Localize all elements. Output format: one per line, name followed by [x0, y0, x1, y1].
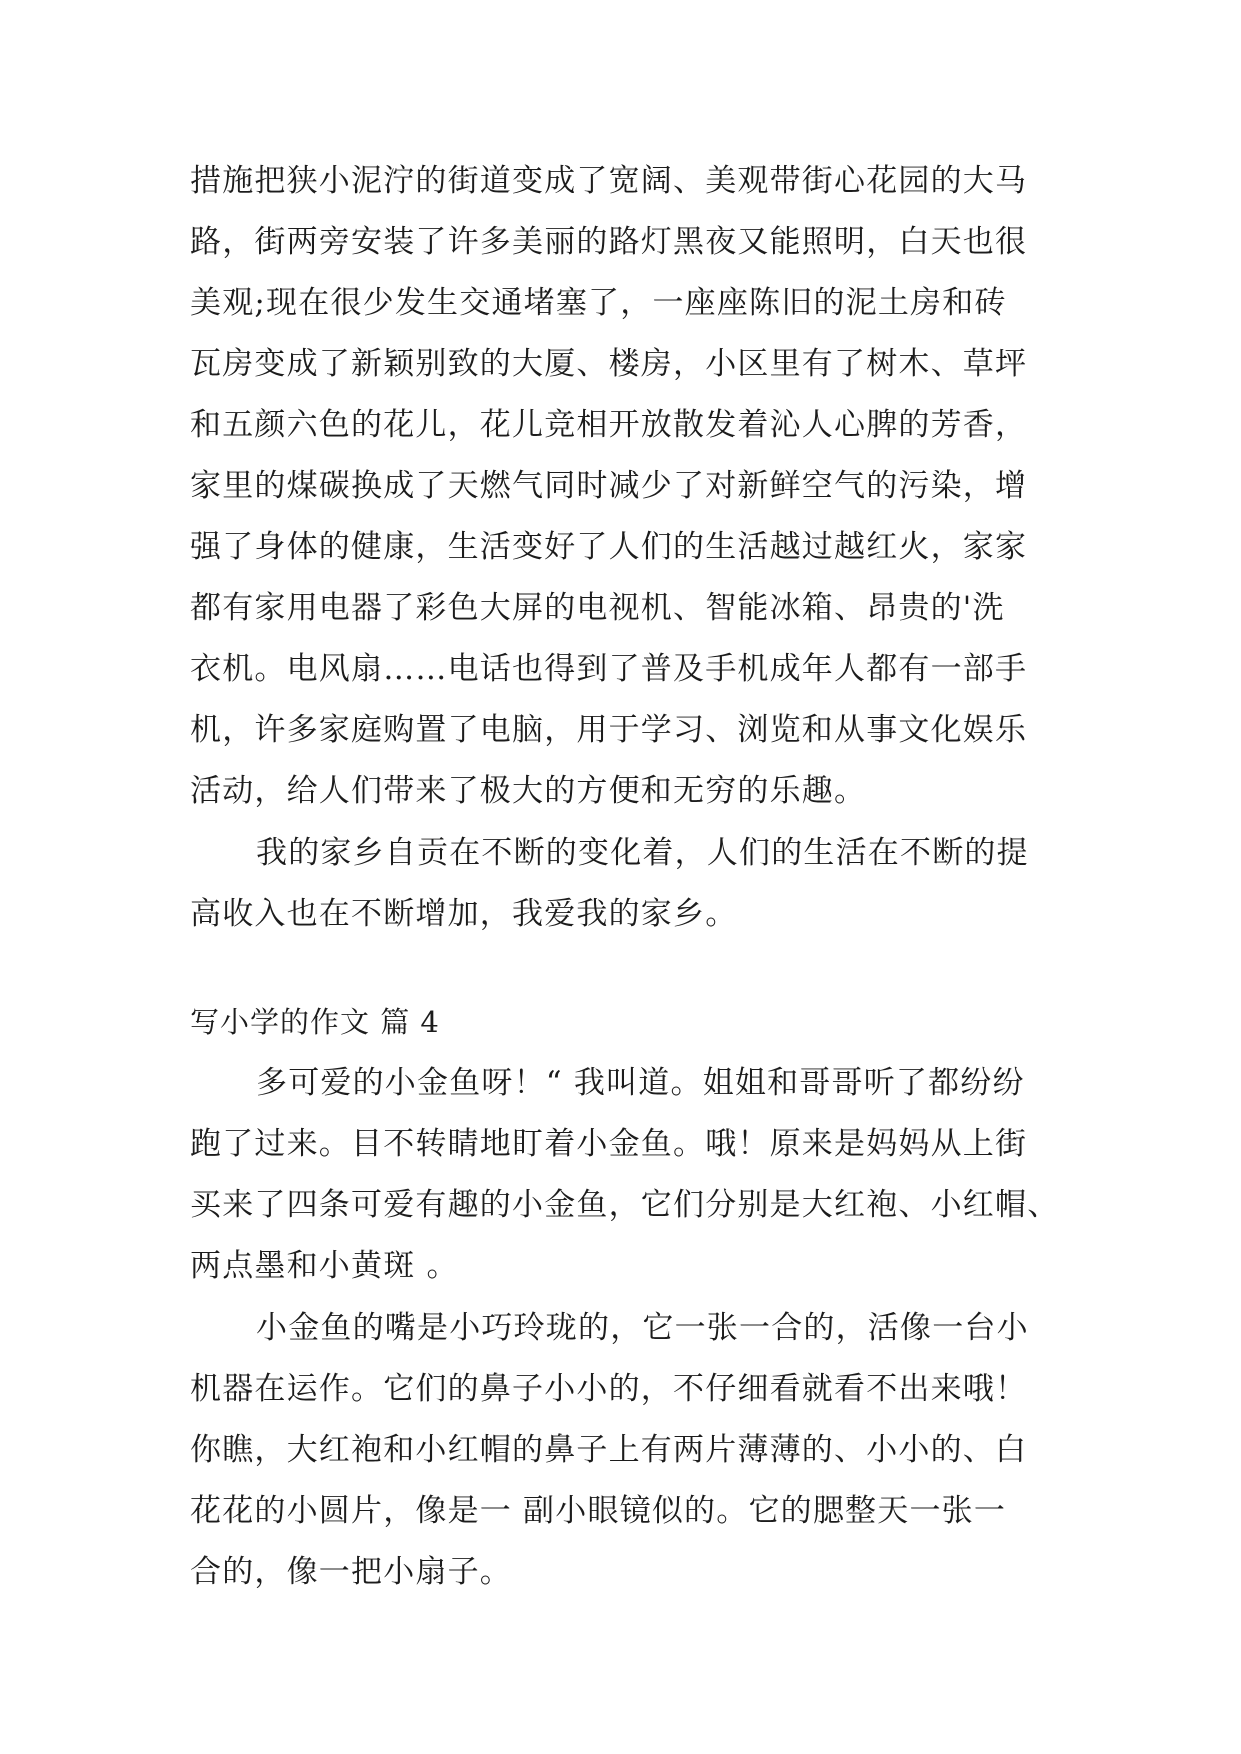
text-line: 我的家乡自贡在不断的变化着，人们的生活在不断的提 [256, 835, 1029, 871]
text-line: 多可爱的小金鱼呀！“ 我叫道。姐姐和哥哥听了都纷纷 [256, 1065, 1025, 1101]
text-line: 跑了过来。目不转睛地盯着小金鱼。哦！原来是妈妈从上街 [190, 1126, 1028, 1162]
text-line: 瓦房变成了新颖别致的大厦、楼房，小区里有了树木、草坪 [190, 346, 1028, 382]
text-line: 两点墨和小黄斑 。 [190, 1248, 459, 1284]
text-line: 措施把狭小泥泞的街道变成了宽阔、美观带街心花园的大马 [190, 163, 1028, 199]
text-line: 都有家用电器了彩色大屏的电视机、智能冰箱、昂贵的'洗 [190, 590, 1005, 626]
text-line: 你瞧，大红袍和小红帽的鼻子上有两片薄薄的、小小的、白 [190, 1432, 1028, 1468]
text-line: 小金鱼的嘴是小巧玲珑的，它一张一合的，活像一台小 [256, 1310, 1029, 1346]
text-line: 衣机。电风扇……电话也得到了普及手机成年人都有一部手 [190, 651, 1028, 687]
text-line: 家里的煤碳换成了天燃气同时减少了对新鲜空气的污染，增 [190, 468, 1028, 504]
text-line: 机，许多家庭购置了电脑，用于学习、浏览和从事文化娱乐 [190, 712, 1028, 748]
text-line: 活动，给人们带来了极大的方便和无穷的乐趣。 [190, 773, 867, 809]
section-heading: 写小学的作文 篇 4 [190, 1005, 440, 1039]
text-line: 机器在运作。它们的鼻子小小的，不仔细看就看不出来哦！ [190, 1371, 1028, 1407]
text-line: 强了身体的健康，生活变好了人们的生活越过越红火，家家 [190, 529, 1028, 565]
text-line: 买来了四条可爱有趣的小金鱼，它们分别是大红袍、小红帽、 [190, 1187, 1060, 1223]
text-line: 合的，像一把小扇子。 [190, 1554, 512, 1590]
text-line: 美观;现在很少发生交通堵塞了，一座座陈旧的泥土房和砖 [190, 285, 1007, 321]
text-line: 路，街两旁安装了许多美丽的路灯黑夜又能照明，白天也很 [190, 224, 1028, 260]
text-line: 高收入也在不断增加，我爱我的家乡。 [190, 896, 738, 932]
text-line: 花花的小圆片，像是一 副小眼镜似的。它的腮整天一张一 [190, 1493, 1007, 1529]
text-line: 和五颜六色的花儿，花儿竞相开放散发着沁人心脾的芳香， [190, 407, 1028, 443]
